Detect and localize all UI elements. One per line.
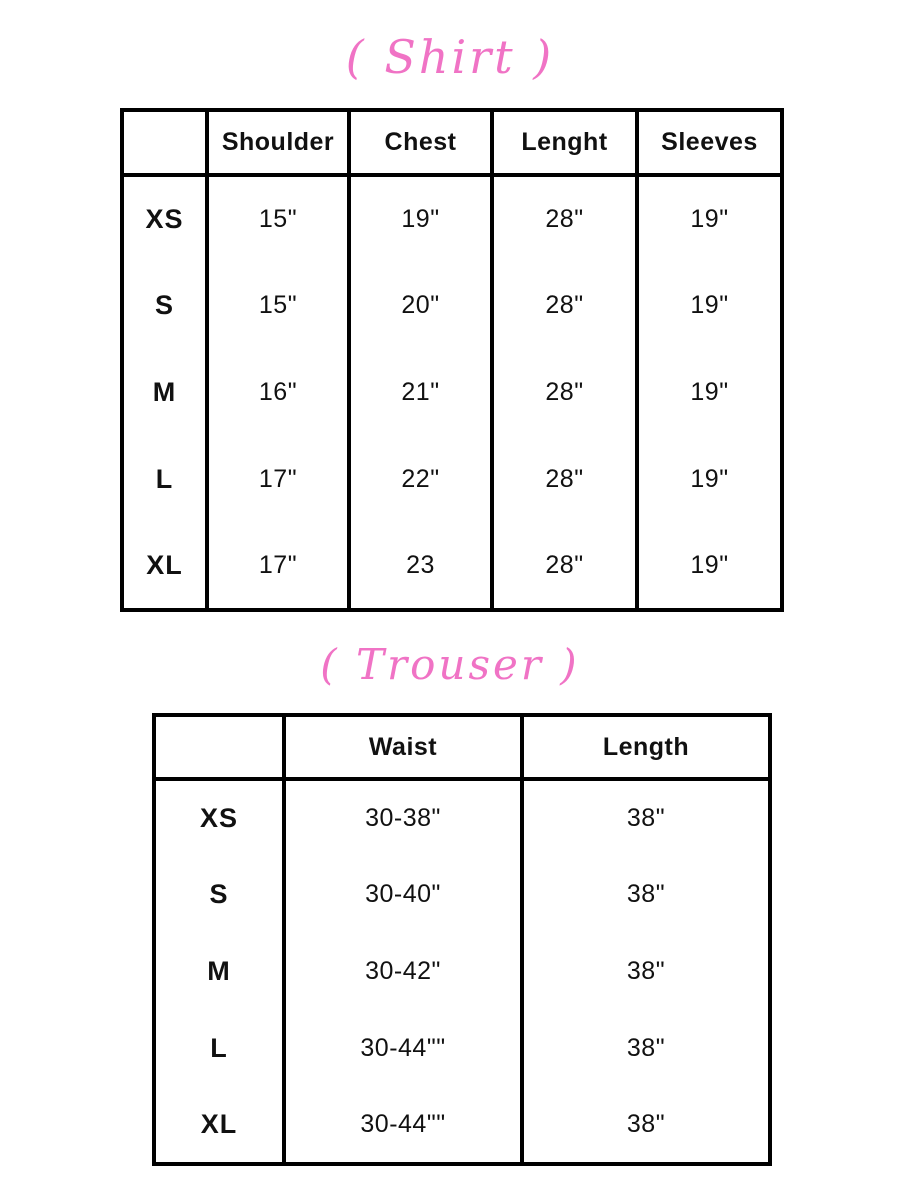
size-label-l: L — [122, 436, 207, 523]
trouser-header-length: Length — [522, 715, 770, 779]
table-row — [154, 856, 770, 933]
shirt-header-shoulder: Shoulder — [207, 110, 349, 175]
size-label-xs: XS — [122, 175, 207, 262]
trouser-m-length: 38" — [522, 933, 770, 1010]
table-row — [154, 1087, 770, 1164]
shirt-m-chest: 21" — [349, 349, 492, 436]
size-label-l: L — [154, 1010, 284, 1087]
shirt-s-length: 28" — [492, 262, 637, 349]
shirt-s-sleeves: 19" — [637, 262, 782, 349]
trouser-m-waist: 30-42" — [284, 933, 522, 1010]
shirt-xl-shoulder: 17" — [207, 523, 349, 610]
shirt-header-chest: Chest — [349, 110, 492, 175]
trouser-xs-length: 38" — [522, 779, 770, 856]
size-label-s: S — [154, 856, 284, 933]
size-label-xl: XL — [122, 523, 207, 610]
table-row — [154, 1010, 770, 1087]
trouser-header-corner — [154, 715, 284, 779]
shirt-s-shoulder: 15" — [207, 262, 349, 349]
shirt-l-length: 28" — [492, 436, 637, 523]
trouser-s-length: 38" — [522, 856, 770, 933]
shirt-m-length: 28" — [492, 349, 637, 436]
trouser-xl-length: 38" — [522, 1087, 770, 1164]
table-row — [122, 523, 782, 610]
trouser-header-waist: Waist — [284, 715, 522, 779]
shirt-header-sleeves: Sleeves — [637, 110, 782, 175]
trouser-header-row — [154, 715, 770, 779]
shirt-xs-length: 28" — [492, 175, 637, 262]
table-row — [122, 262, 782, 349]
shirt-l-sleeves: 19" — [637, 436, 782, 523]
shirt-size-table — [120, 108, 784, 612]
shirt-header-corner — [122, 110, 207, 175]
trouser-xl-waist: 30-44"" — [284, 1087, 522, 1164]
size-label-m: M — [122, 349, 207, 436]
trouser-section-title: ( Trouser ) — [320, 640, 580, 689]
shirt-l-shoulder: 17" — [207, 436, 349, 523]
shirt-header-length: Lenght — [492, 110, 637, 175]
table-row — [122, 349, 782, 436]
trouser-size-table — [152, 713, 772, 1166]
trouser-s-waist: 30-40" — [284, 856, 522, 933]
size-label-s: S — [122, 262, 207, 349]
shirt-xl-length: 28" — [492, 523, 637, 610]
size-label-xl: XL — [154, 1087, 284, 1164]
shirt-header-row — [122, 110, 782, 175]
shirt-xs-sleeves: 19" — [637, 175, 782, 262]
size-label-xs: XS — [154, 779, 284, 856]
trouser-l-length: 38" — [522, 1010, 770, 1087]
size-label-m: M — [154, 933, 284, 1010]
shirt-xs-shoulder: 15" — [207, 175, 349, 262]
shirt-section-title: ( Shirt ) — [345, 30, 555, 84]
table-row — [122, 175, 782, 262]
shirt-m-sleeves: 19" — [637, 349, 782, 436]
shirt-l-chest: 22" — [349, 436, 492, 523]
table-row — [154, 933, 770, 1010]
table-row — [122, 436, 782, 523]
shirt-xl-sleeves: 19" — [637, 523, 782, 610]
shirt-m-shoulder: 16" — [207, 349, 349, 436]
shirt-s-chest: 20" — [349, 262, 492, 349]
shirt-xs-chest: 19" — [349, 175, 492, 262]
trouser-l-waist: 30-44"" — [284, 1010, 522, 1087]
table-row — [154, 779, 770, 856]
shirt-xl-chest: 23 — [349, 523, 492, 610]
trouser-xs-waist: 30-38" — [284, 779, 522, 856]
